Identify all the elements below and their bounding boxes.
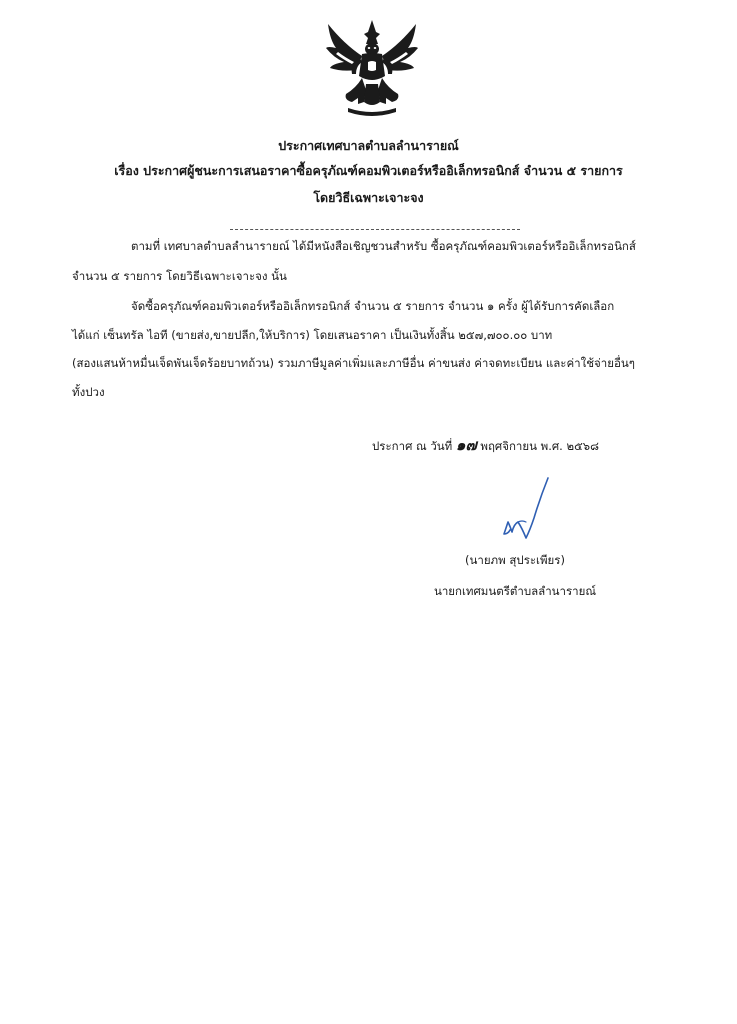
- dashed-divider: [230, 229, 520, 230]
- procurement-method: โดยวิธีเฉพาะเจาะจง: [313, 190, 424, 205]
- date-prefix: ประกาศ ณ วันที่: [372, 439, 453, 453]
- garuda-emblem-icon: [322, 18, 422, 120]
- announcement-subject: เรื่อง ประกาศผู้ชนะการเสนอราคาซื้อครุภัณฑ์คอมพิวเตอร์หรืออิเล็กทรอนิกส์ จำนวน ๕ รายการ: [114, 163, 623, 178]
- announcement-date: [372, 438, 599, 454]
- paragraph-2-line-4: ทั้งปวง: [72, 385, 105, 399]
- date-month-year: พฤศจิกายน พ.ศ. ๒๕๖๘: [480, 439, 599, 453]
- signatory-position: นายกเทศมนตรีตำบลลำนารายณ์: [433, 584, 597, 598]
- announcement-issuer: ประกาศเทศบาลตำบลลำนารายณ์: [278, 138, 459, 153]
- signature-icon: [498, 476, 558, 546]
- paragraph-2-line-1: จัดซื้อครุภัณฑ์คอมพิวเตอร์หรืออิเล็กทรอนิกส์ จำนวน ๕ รายการ จำนวน ๑ ครั้ง ผู้ได้รับการคัดเลือก: [131, 299, 615, 313]
- paragraph-2-line-2: ได้แก่ เซ็นทรัล ไอที (ขายส่ง,ขายปลีก,ให้บริการ) โดยเสนอราคา เป็นเงินทั้งสิ้น ๒๕๗,๗๐๐.๐๐ บาท: [72, 328, 553, 342]
- paragraph-2-line-3: (สองแสนห้าหมื่นเจ็ดพันเจ็ดร้อยบาทถ้วน) รวมภาษีมูลค่าเพิ่มและภาษีอื่น ค่าขนส่ง ค่าจดทะเบียน และค่าใช้จ่ายอื่นๆ: [72, 356, 635, 370]
- signatory-name: (นายภพ สุประเพียร): [465, 553, 565, 567]
- paragraph-1-line-2: จำนวน ๕ รายการ โดยวิธีเฉพาะเจาะจง นั้น: [72, 269, 287, 283]
- paragraph-1-line-1: ตามที่ เทศบาลตำบลลำนารายณ์ ได้มีหนังสือเชิญชวนสำหรับ ซื้อครุภัณฑ์คอมพิวเตอร์หรืออิเล็กทรอนิกส์: [131, 239, 636, 253]
- date-day: ๑๗: [455, 436, 477, 454]
